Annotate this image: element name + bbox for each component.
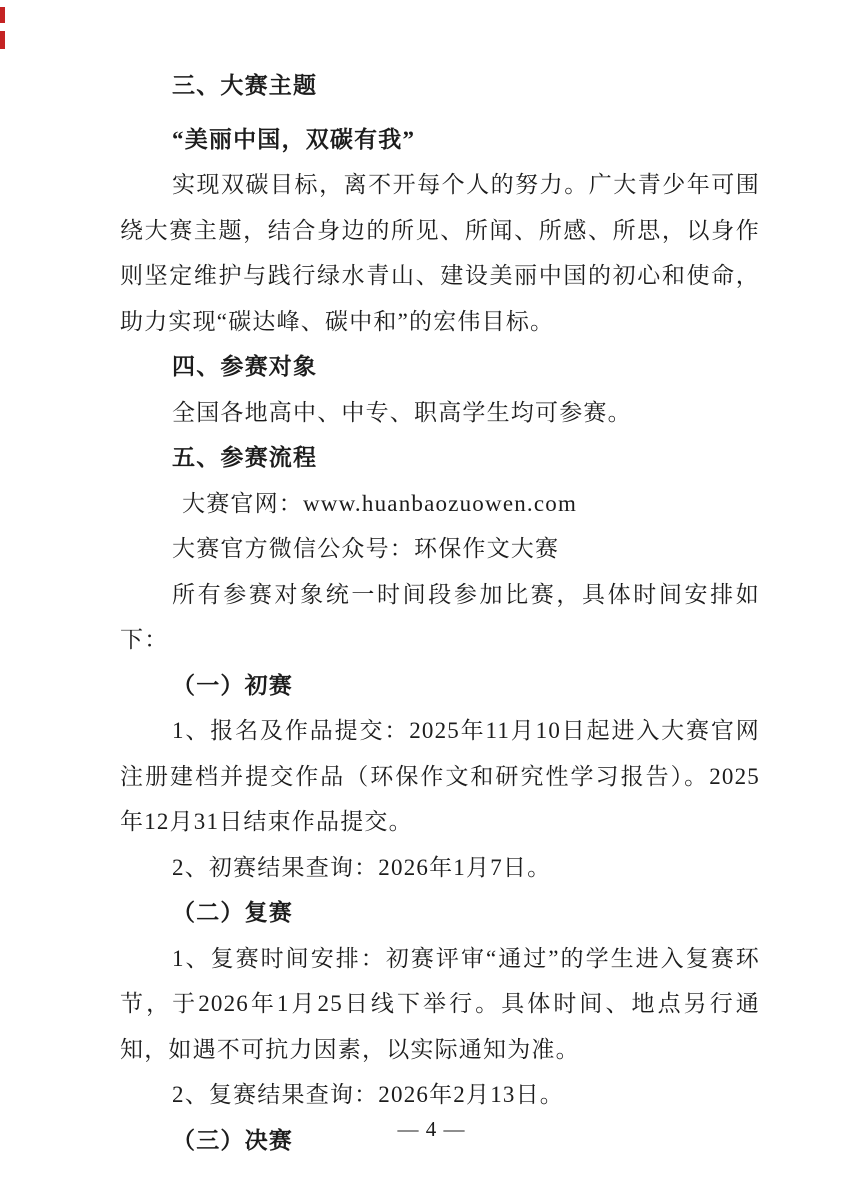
heading-participants-section: 四、参赛对象 <box>172 354 318 379</box>
para-semifinal-schedule: 1、复赛时间安排：初赛评审“通过”的学生进入复赛环节，于2026年1月25日线下举行。具体时间、地点另行通知，如遇不可抗力因素，以实际通知为准。 <box>120 945 760 1062</box>
para-schedule-intro: 所有参赛对象统一时间段参加比赛，具体时间安排如下： <box>120 581 760 652</box>
heading-contest-theme-section: 三、大赛主题 <box>172 73 318 98</box>
document-body <box>120 63 760 1163</box>
contest-theme-slogan: “美丽中国，双碳有我” <box>172 126 416 152</box>
heading-semifinal-round: （二）复赛 <box>172 900 293 925</box>
para-participants: 全国各地高中、中专、职高学生均可参赛。 <box>172 399 632 425</box>
para-preliminary-results: 2、初赛结果查询：2026年1月7日。 <box>172 854 552 880</box>
heading-preliminary-round: （一）初赛 <box>172 672 293 698</box>
para-wechat-account: 大赛官方微信公众号：环保作文大赛 <box>172 536 560 561</box>
para-preliminary-registration: 1、报名及作品提交：2025年11月10日起进入大赛官网注册建档并提交作品（环保作文和研究性学习报告）。2025年12月31日结束作品提交。 <box>120 718 760 834</box>
page-number: — 4 — <box>397 1117 466 1141</box>
heading-process-section: 五、参赛流程 <box>172 445 318 470</box>
para-semifinal-results: 2、复赛结果查询：2026年2月13日。 <box>172 1082 564 1107</box>
heading-final-round: （三）决赛 <box>172 1127 293 1153</box>
scan-edge-red-mark <box>0 7 5 23</box>
para-official-website: 大赛官网：www.huanbaozuowen.com <box>182 490 578 516</box>
page-footer <box>0 1114 863 1144</box>
scan-edge-red-mark <box>0 31 5 49</box>
para-theme-description: 实现双碳目标，离不开每个人的努力。广大青少年可围绕大赛主题，结合身边的所见、所闻、所感、所思，以身作则坚定维护与践行绿水青山、建设美丽中国的初心和使命，助力实现“碳达峰、碳中和”的宏伟目标。 <box>120 172 760 334</box>
